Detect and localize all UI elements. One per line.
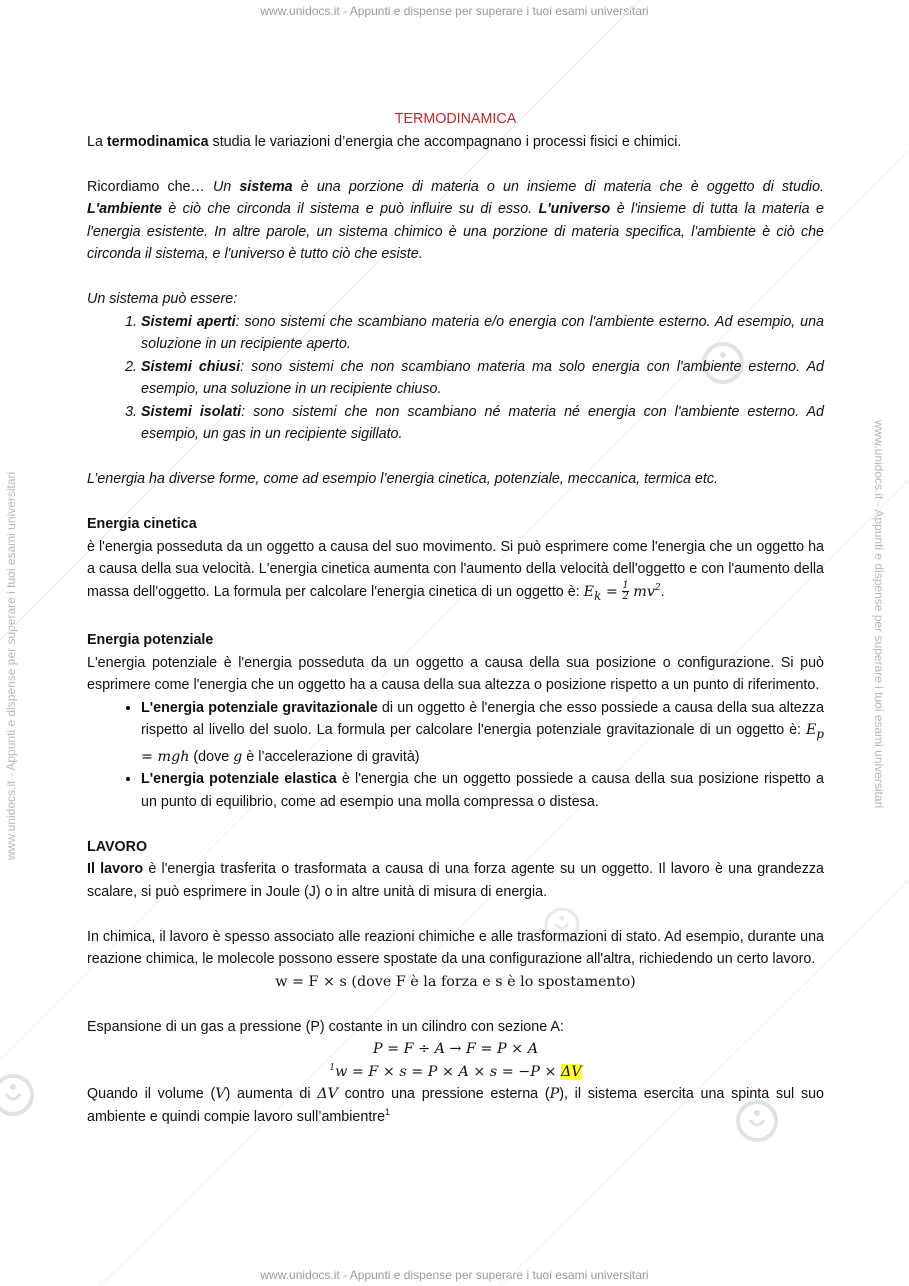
kinetic-energy-formula: $E_k$ = $\frac{1}{2}$ $mv^2$ <box>583 580 661 603</box>
cinetica-heading: Energia cinetica <box>87 516 197 532</box>
document-title: TERMODINAMICA <box>394 111 517 127</box>
work-formula: w = F × s (dove F è la forza e s è lo spostamento) <box>275 973 636 990</box>
potenziale-list <box>87 697 824 813</box>
list-item: 2. Sistemi chiusi: sono sistemi che non scambiano materia ma solo energia con l'ambiente esterno. Ad esempio, una soluzione in un recipiente chiuso. <box>141 356 824 401</box>
cinetica-paragraph: è l'energia posseduta da un oggetto a causa del suo movimento. Si può esprimere come l'energia che un oggetto ha a causa della sua velocità. L'energia cinetica aumenta con l'aumento della velocità dell'oggetto e con l'aumento della massa dell'oggetto. La formula per calcolare l'energia cinetica di un oggetto è: $E_k$ = $\frac{1}{2}$ $mv^2$. <box>87 538 824 603</box>
list-item: 1. Sistemi aperti: sono sistemi che scambiano materia e/o energia con l'ambiente esterno. Ad esempio, una soluzione in un recipiente aperto. <box>141 311 824 356</box>
unidocs-logo-icon <box>0 1072 36 1118</box>
watermark-side-left: www.unidocs.it - Appunti e dispense per superare i tuoi esami universitari <box>4 471 18 860</box>
energia-forme: L’energia ha diverse forme, come ad esempio l’energia cinetica, potenziale, meccanica, termica etc. <box>87 471 718 487</box>
lavoro-heading: LAVORO <box>87 838 148 855</box>
watermark-header: www.unidocs.it - Appunti e dispense per superare i tuoi esami universitari <box>260 4 649 18</box>
highlighted-delta-v: ΔV <box>560 1063 582 1080</box>
sistemi-intro: Un sistema può essere: <box>87 291 238 307</box>
ricordiamo-paragraph: Ricordiamo che… Un sistema è una porzione di materia o un insieme di materia che è oggetto di studio. L'ambiente è ciò che circonda il sistema e può influire su di esso. L'universo è l'insieme di tutta la materia e l'energia esistente. In altre parole, un sistema chimico è una porzione di materia specifica, l'ambiente è ciò che circonda il sistema, e l'universo è tutto ciò che esiste. <box>87 178 825 262</box>
potenziale-heading: Energia potenziale <box>87 632 214 649</box>
quando-paragraph: Quando il volume (V) aumenta di ΔV contro una pressione esterna (P), il sistema esercita una spinta sul suo ambiente e quindi compie lavoro sull’ambientre$^1$ <box>87 1086 824 1125</box>
pressure-equation: P = F ÷ A → F = P × A <box>372 1041 539 1058</box>
work-expansion-equation: $^1$w = F × s = P × A × s = −P × ΔV <box>329 1062 582 1080</box>
lavoro-paragraph-2: In chimica, il lavoro è spesso associato alle reazioni chimiche e alle trasformazioni di stato. Ad esempio, durante una reazione chimica, le molecole possono essere spostate da una configurazione all'altra, richiedendo un certo lavoro. <box>87 928 824 968</box>
list-item: • L'energia potenziale gravitazionale di un oggetto è l'energia che esso possiede a causa della sua altezza rispetto al livello del suolo. La formula per calcolare l'energia potenziale gravitazionale di un oggetto è: $E_p$ = mgh (dove g è l’accelerazione di gravità) <box>141 697 824 768</box>
lavoro-paragraph-1: Il lavoro è l'energia trasferita o trasformata a causa di una forza agente su un oggetto. Il lavoro è una grandezza scalare, si può esprimere in Joule (J) o in altre unità di misura di energia. <box>87 861 824 900</box>
watermark-footer: www.unidocs.it - Appunti e dispense per superare i tuoi esami universitari <box>260 1268 649 1282</box>
list-item: • L'energia potenziale elastica è l'energia che un oggetto possiede a causa della sua posizione rispetto a un punto di equilibrio, come ad esempio una molla compressa o distesa. <box>141 768 824 813</box>
intro-bold-term: termodinamica <box>106 133 209 150</box>
potenziale-paragraph: L'energia potenziale è l'energia posseduta da un oggetto a causa della sua posizione o configurazione. Si può esprimere come l'energia che un oggetto ha a causa della sua altezza o posizione rispetto a un punto di riferimento. <box>87 654 824 694</box>
potential-energy-formula: $E_p$ = mgh <box>141 722 824 765</box>
espansione-line: Espansione di un gas a pressione (P) costante in un cilindro con sezione A: <box>87 1018 564 1035</box>
sistemi-list <box>87 311 824 446</box>
list-item: 3. Sistemi isolati: sono sistemi che non scambiano né materia né energia con l'ambiente esterno. Ad esempio, un gas in un recipiente sigillato. <box>141 401 824 446</box>
intro-paragraph: La termodinamica studia le variazioni d’energia che accompagnano i processi fisici e chimici. <box>87 133 682 150</box>
document-page <box>87 108 824 1128</box>
watermark-side-right: www.unidocs.it - Appunti e dispense per superare i tuoi esami universitari <box>872 420 886 809</box>
